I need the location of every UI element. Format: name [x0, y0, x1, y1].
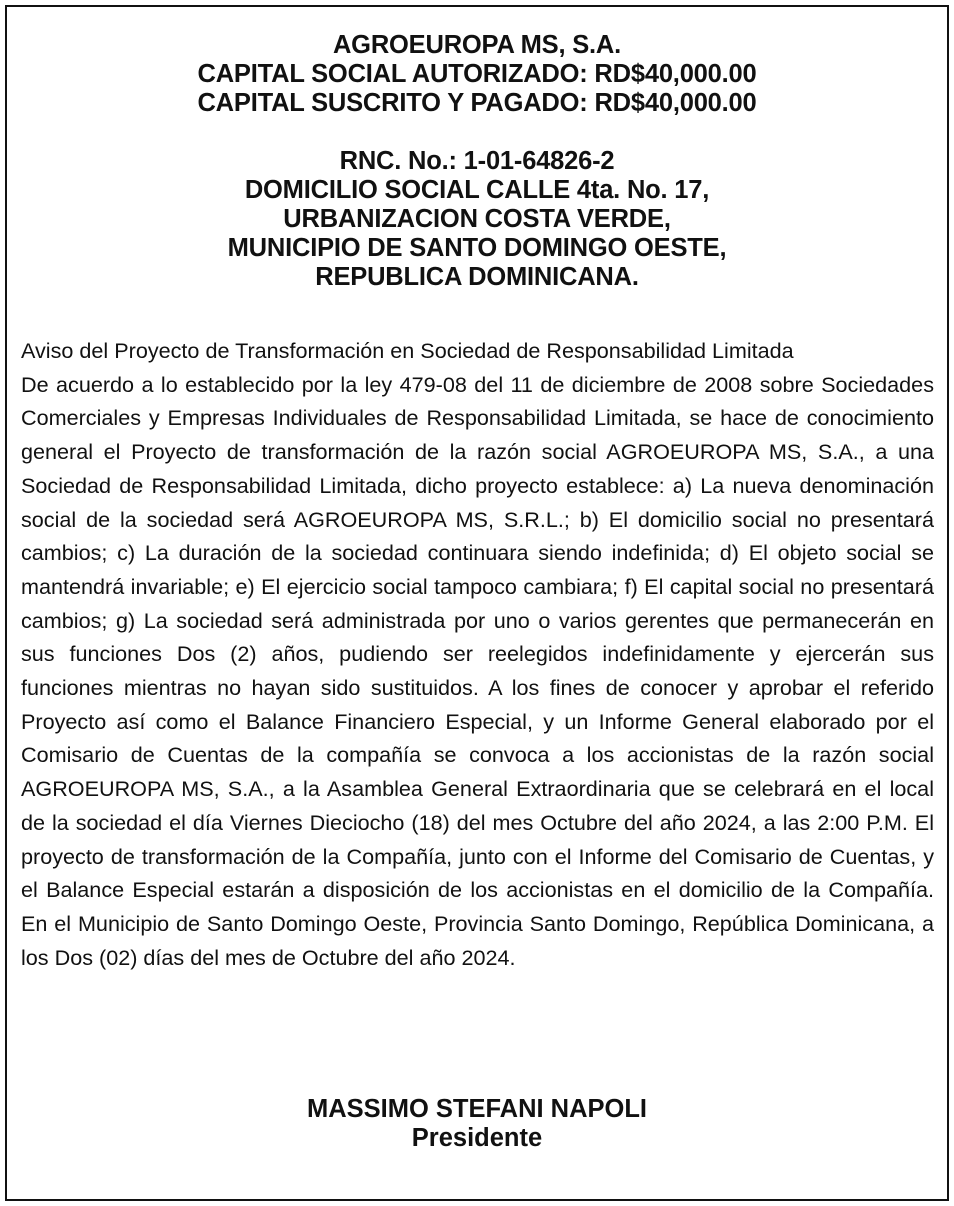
notice-title: Aviso del Proyecto de Transformación en Sociedad de Responsabilidad Limitada — [21, 338, 794, 363]
notice-body — [21, 334, 934, 974]
company-name: AGROEUROPA MS, S.A. — [332, 31, 622, 59]
company-header — [7, 31, 947, 118]
signatory-name: MASSIMO STEFANI NAPOLI — [306, 1095, 648, 1123]
domicilio-line-2: URBANIZACION COSTA VERDE, — [283, 205, 671, 233]
domicilio-line-4: REPUBLICA DOMINICANA. — [315, 263, 639, 291]
domicilio-line-3: MUNICIPIO DE SANTO DOMINGO OESTE, — [227, 234, 727, 262]
notice-paragraph: De acuerdo a lo establecido por la ley 479-08 del 11 de diciembre de 2008 sobre Sociedades Comerciales y Empresas Individuales de Responsabilidad Limitada, se hace de conocimiento general el Proyecto de transformación de la razón social AGROEUROPA MS, S.A., a una Sociedad de Responsabilidad Limitada, dicho proyecto establece: a) La nueva denominación social de la sociedad será AGROEUROPA MS, S.R.L.; b) El domicilio social no presentará cambios; c) La duración de la sociedad continuara siendo indefinida; d) El objeto social se mantendrá invariable; e) El ejercicio social tampoco cambiara; f) El capital social no presentará cambios; g) La sociedad será administrada por uno o varios gerentes que permanecerán en sus funciones Dos (2) años, pudiendo ser reelegidos indefinidamente y ejercerán sus funciones mientras no hayan sido sustituidos. A los fines de conocer y aprobar el referido Proyecto así como el Balance Financiero Especial, y un Informe General elaborado por el Comisario de Cuentas de la compañía se convoca a los accionistas de la razón social AGROEUROPA MS, S.A., a la Asamblea General Extraordinaria que se celebrará en el local de la sociedad el día Viernes Dieciocho (18) del mes Octubre del año 2024, a las 2:00 P.M. El proyecto de transformación de la Compañía, junto con el Informe del Comisario de Cuentas, y el Balance Especial estarán a disposición de los accionistas en el domicilio de la Compañía. En el Municipio de Santo Domingo Oeste, Provincia Santo Domingo, República Dominicana, a los Dos (02) días del mes de Octubre del año 2024. — [21, 371, 934, 970]
signature-block — [7, 1095, 947, 1153]
signatory-role: Presidente — [411, 1124, 543, 1152]
company-address-block — [7, 147, 947, 292]
rnc-number: RNC. No.: 1-01-64826-2 — [339, 147, 615, 175]
capital-suscrito: CAPITAL SUSCRITO Y PAGADO: RD$40,000.00 — [197, 89, 757, 117]
notice-frame — [5, 5, 949, 1201]
capital-autorizado: CAPITAL SOCIAL AUTORIZADO: RD$40,000.00 — [197, 60, 757, 88]
domicilio-line-1: DOMICILIO SOCIAL CALLE 4ta. No. 17, — [244, 176, 710, 204]
